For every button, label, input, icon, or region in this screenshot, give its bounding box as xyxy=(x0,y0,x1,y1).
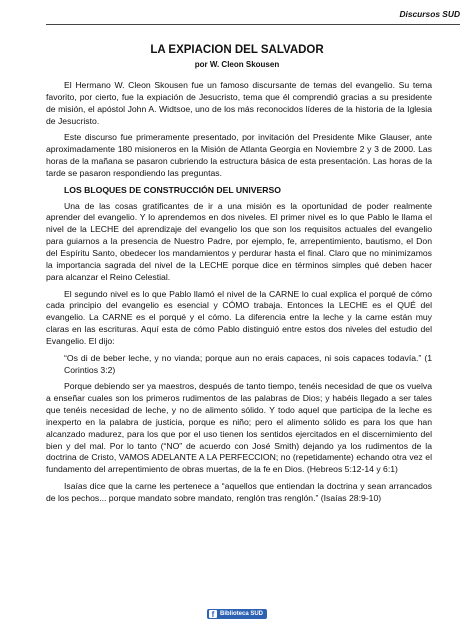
scripture-quote: “Os di de beber leche, y no vianda; porque aun no erais capaces, ni sois capaces todavía.” (1 Corintios 3:2) xyxy=(64,352,432,375)
document-body xyxy=(46,80,432,510)
paragraph: Este discurso fue primeramente presentado, por invitación del Presidente Mike Glauser, ante aproximadamente 180 misioneros en la Misión de Atlanta Georgia en Noviembre 2 y 3 de 2000. Las horas de la mañana se pasaron cubriendo la estructura básica de esta presentación. Las horas de la tarde se pasaron respondiendo las preguntas. xyxy=(46,132,432,178)
paragraph: Una de las cosas gratificantes de ir a una misión es la oportunidad de poder realmente aprender del evangelio. Y lo aprendemos en dos niveles. El primer nivel es lo que Pablo le llama el nivel de la LECHE del aprendizaje del evangelio los que son los requisitos actuales del evangelio para guiarnos a la presencia de Nuestro Padre, por ejemplo, fe, arrepentimiento, bautismo, el Don del Espíritu Santo, obedecer los mandamientos y perdurar hasta el final. Claro que no minimizamos la importancia sagrada del nivel de la LECHE porque dice en términos simples qué deben hacer para alcanzar el Reino Celestial. xyxy=(46,200,432,282)
paragraph: El Hermano W. Cleon Skousen fue un famoso discursante de temas del evangelio. Su tema favorito, por cierto, fue la expiación de Jesucristo, tema que él comprendió gracias a su presidente de misión, el apóstol John A. Widtsoe, uno de los más reconocidos líderes de la historia de la Iglesia de Jesucristo. xyxy=(46,80,432,126)
paragraph: Isaías dice que la carne les pertenece a “aquellos que entiendan la doctrina y sean arrancados de los pechos... porque mandato sobre mandato, renglón tras renglón.” (Isaías 28:9-10) xyxy=(46,481,432,503)
page-footer xyxy=(0,604,474,622)
paragraph: Porque debiendo ser ya maestros, después de tanto tiempo, tenéis necesidad de que os vuelva a enseñar cuales son los primeros rudimentos de las palabras de Dios; y habéis llegado a ser tales que tenéis necesidad de leche, y no de alimento sólido. Y todo aquel que participa de la leche es inexperto en la palabra de justicia, porque es niño; pero el alimento sólido es para los que han alcanzado madurez, para los que por el uso tienen los sentidos ejercitados en el discernimiento del bien y del mal. Por lo tanto (“NO” de acuerdo con José Smith) dejando ya los rudimentos de la doctrina de Cristo, VAMOS ADELANTE A LA PERFECCION; no (repetidamente) echando otra vez el fundamento del arrepentimiento de obras muertas, de la fe en Dios. (Hebreos 5:12-14 y 6:1) xyxy=(46,381,432,475)
badge-label: Biblioteca SUD xyxy=(219,611,263,617)
header-rule xyxy=(46,24,460,25)
document-byline: por W. Cleon Skousen xyxy=(194,60,280,69)
running-header: Discursos SUD xyxy=(399,9,460,19)
facebook-icon: f xyxy=(209,610,217,618)
facebook-link-badge[interactable] xyxy=(207,609,267,619)
paragraph: El segundo nivel es lo que Pablo llamó el nivel de la CARNE lo cual explica el porqué de cómo cada principio del evangelio es esencial y CÓMO trabaja. Entonces la LECHE es el QUÉ del evangelio. La CARNE es el porqué y el cómo. La diferencia entre la leche y la carne están muy claras en las escrituras. Aquí esta de cómo Pablo distinguió entre estos dos niveles del estudio del Evangelio. El dijo: xyxy=(46,288,432,346)
section-heading: LOS BLOQUES DE CONSTRUCCIÓN DEL UNIVERSO xyxy=(64,184,281,195)
document-title: LA EXPIACION DEL SALVADOR xyxy=(150,44,324,56)
